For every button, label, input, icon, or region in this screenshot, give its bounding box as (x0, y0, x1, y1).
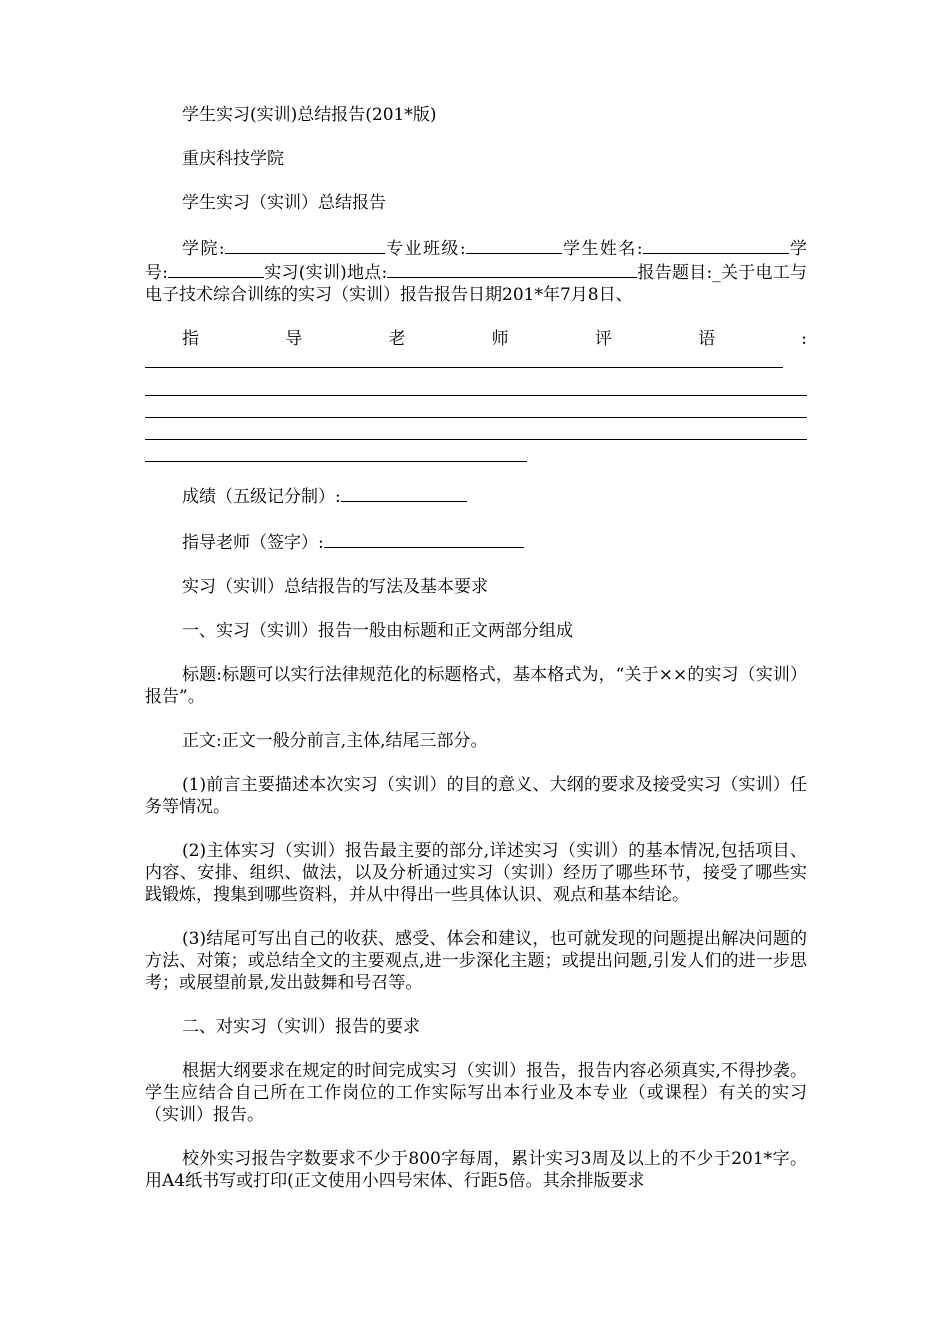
requirement-2: 校外实习报告字数要求不少于800字每周，累计实习3周及以上的不少于201*字。用A4纸书写或打印(正文使用小四号宋体、行距5倍。其余排版要求 (145, 1149, 807, 1191)
teacher-comment-label-a: 指导老师评 (182, 329, 699, 349)
location-label-a: 实习(实训)地 (263, 263, 365, 283)
teacher-comment-label-b: 语: (698, 329, 808, 349)
doc-title: 学生实习(实训)总结报告(201*版) (182, 105, 437, 125)
section1-heading: 一、实习（实训）报告一般由标题和正文两部分组成 (182, 621, 573, 641)
teacher-sign-row (145, 530, 807, 554)
student-id-blank[interactable] (168, 260, 264, 278)
student-info-form (145, 236, 807, 306)
college-blank[interactable] (225, 236, 385, 254)
report-heading: 学生实习（实训）总结报告 (182, 193, 386, 213)
teacher-comment-block (145, 328, 807, 374)
student-name-blank[interactable] (643, 236, 789, 254)
college-label: 学院: (182, 239, 225, 259)
report-topic-value: _关于电工与电子技术综合训练的实习（实训）报告报告日期201*年7月8日、 (145, 263, 808, 305)
teacher-sign-blank[interactable] (324, 530, 524, 548)
body-description: 正文:正文一般分前言,主体,结尾三部分。 (182, 731, 488, 751)
item-2-main-body: (2)主体实习（实训）报告最主要的部分,详述实习（实训）的基本情况,包括项目、内容、安排、组织、做法，以及分析通过实习（实训）经历了哪些环节，接受了哪些实践锻炼，搜集到哪些资料，并从中得出一些具体认识、观点和基本结论。 (145, 841, 807, 905)
section2-heading: 二、对实习（实训）报告的要求 (182, 1017, 420, 1037)
comment-line-3[interactable] (145, 396, 807, 418)
student-name-label-b: 名: (618, 239, 643, 259)
location-blank[interactable] (387, 260, 637, 278)
school-name: 重庆科技学院 (182, 149, 284, 169)
document-body (145, 104, 807, 1214)
teacher-comment-lines (145, 374, 807, 462)
student-name-label-a: 学生姓 (561, 239, 619, 259)
grade-row (145, 484, 807, 508)
report-topic-label: 报告题目: (637, 263, 713, 283)
grade-blank[interactable] (341, 484, 467, 502)
location-label-b: 点: (364, 263, 388, 283)
title-description: 标题:标题可以实行法律规范化的标题格式，基本格式为，“关于××的实习（实训）报告”。 (145, 665, 807, 707)
major-class-label: 专业班级: (384, 239, 466, 259)
comment-line-4[interactable] (145, 418, 807, 440)
comment-line-2[interactable] (145, 374, 807, 396)
comment-line-5[interactable] (145, 440, 527, 462)
teacher-sign-label: 指导老师（签字）: (182, 533, 324, 553)
teacher-comment-blank-1[interactable] (145, 350, 783, 368)
student-id-label: 学号: (145, 239, 808, 283)
item-3-conclusion: (3)结尾可写出自己的收获、感受、体会和建议，也可就发现的问题提出解决问题的方法、对策；或总结全文的主要观点,进一步深化主题；或提出问题,引发人们的进一步思考；或展望前景,发出鼓舞和号召等。 (145, 929, 807, 993)
item-1-preface: (1)前言主要描述本次实习（实训）的目的意义、大纲的要求及接受实习（实训）任务等情况。 (145, 775, 807, 817)
guide-heading: 实习（实训）总结报告的写法及基本要求 (182, 577, 488, 597)
major-class-blank[interactable] (466, 236, 562, 254)
requirement-1: 根据大纲要求在规定的时间完成实习（实训）报告，报告内容必须真实,不得抄袭。学生应结合自己所在工作岗位的工作实际写出本行业及本专业（或课程）有关的实习（实训）报告。 (145, 1061, 807, 1125)
grade-label: 成绩（五级记分制）: (182, 487, 341, 507)
